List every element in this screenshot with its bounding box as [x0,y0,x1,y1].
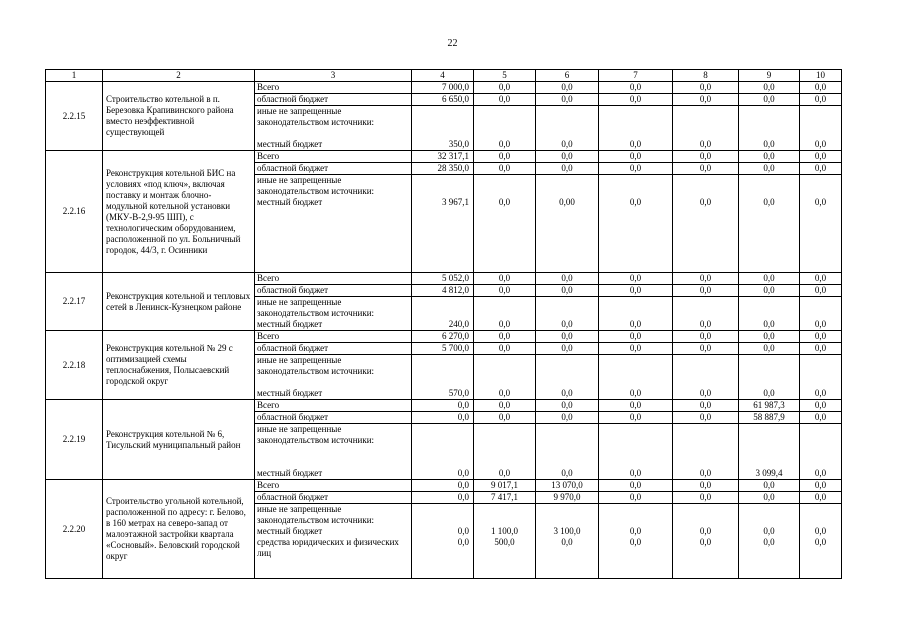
local-budget-value: 0,0 [498,388,511,398]
source-label-other-text: иные не запрещенные законодательством источники: [257,424,375,445]
local-budget-value: 0,0 [457,468,469,478]
source-label-total: Всего [255,400,412,412]
value-cell [474,424,536,480]
value-cell [800,106,842,151]
value-cell [800,504,842,579]
source-label-regional: областной бюджет [255,492,412,504]
local-budget-value: 0,0 [814,468,827,478]
legal-entities-value: 0,0 [763,537,775,547]
local-budget-value: 0,00 [559,197,575,207]
value-cell: 0,0 [599,412,673,424]
value-cell [474,106,536,151]
value-cell: 0,0 [739,151,800,163]
source-label-other [255,106,412,151]
value-cell: 0,0 [599,331,673,343]
header-cell: 9 [739,70,800,82]
local-budget-value: 0,0 [561,319,573,329]
value-cell [536,504,599,579]
value-cell: 0,0 [673,163,739,175]
value-cell: 58 887,9 [739,412,800,424]
value-cell: 0,0 [474,331,536,343]
source-label-other-text: иные не запрещенные законодательством источники: [257,297,375,318]
value-cell: 0,0 [800,163,842,175]
value-cell [412,504,474,579]
value-cell: 0,0 [474,412,536,424]
value-cell: 0,0 [599,94,673,106]
value-cell [599,297,673,331]
value-cell [599,424,673,480]
value-cell: 4 812,0 [412,285,474,297]
value-cell: 0,0 [474,343,536,355]
value-cell: 0,0 [673,273,739,285]
header-cell: 7 [599,70,673,82]
local-budget-value: 0,0 [699,468,712,478]
value-cell: 0,0 [739,163,800,175]
table-row [46,480,842,492]
value-cell: 0,0 [673,492,739,504]
value-cell: 0,0 [599,273,673,285]
value-cell [739,106,800,151]
value-cell: 5 700,0 [412,343,474,355]
legal-entities-value: 0,0 [457,537,469,547]
value-cell: 0,0 [739,94,800,106]
local-budget-value: 0,0 [763,388,775,398]
value-cell: 9 017,1 [474,480,536,492]
value-cell [599,504,673,579]
value-cell: 0,0 [800,480,842,492]
source-label-regional: областной бюджет [255,94,412,106]
value-cell [739,297,800,331]
source-label-total: Всего [255,331,412,343]
source-label-total: Всего [255,82,412,94]
value-cell: 0,0 [474,163,536,175]
source-label-regional: областной бюджет [255,163,412,175]
source-label-local: местный бюджет [257,468,323,478]
legal-entities-value: 0,0 [561,537,573,547]
item-number: 2.2.18 [46,331,103,400]
source-label-other-text: иные не запрещенные законодательством источники: [257,175,375,196]
local-budget-value: 0,0 [629,468,642,478]
value-cell: 0,0 [412,400,474,412]
value-cell [800,175,842,273]
item-number: 2.2.20 [46,480,103,579]
source-label-regional: областной бюджет [255,412,412,424]
value-cell: 0,0 [673,151,739,163]
source-label-total: Всего [255,480,412,492]
value-cell: 0,0 [599,343,673,355]
header-cell: 10 [800,70,842,82]
source-label-other [255,297,412,331]
value-cell [800,297,842,331]
value-cell [536,355,599,400]
value-cell: 0,0 [536,151,599,163]
local-budget-value: 0,0 [561,388,573,398]
value-cell [673,504,739,579]
table-row [46,151,842,163]
value-cell: 0,0 [474,273,536,285]
local-budget-value: 0,0 [699,139,712,149]
source-label-other-text: иные не запрещенные законодательством источники: [257,355,375,376]
local-budget-value: 3 100,0 [553,526,581,536]
table-row [46,82,842,94]
value-cell: 0,0 [800,331,842,343]
value-cell: 13 070,0 [536,480,599,492]
value-cell [412,175,474,273]
source-label-other [255,355,412,400]
value-cell: 0,0 [599,82,673,94]
value-cell [673,106,739,151]
value-cell [412,424,474,480]
value-cell: 0,0 [739,492,800,504]
value-cell: 0,0 [412,492,474,504]
value-cell [599,175,673,273]
local-budget-value: 0,0 [763,319,775,329]
local-budget-value: 0,0 [814,197,827,207]
local-budget-value: 0,0 [629,139,642,149]
local-budget-value: 1 100,0 [491,526,518,536]
value-cell: 7 417,1 [474,492,536,504]
value-cell: 0,0 [673,285,739,297]
value-cell: 0,0 [536,343,599,355]
local-budget-value: 0,0 [814,388,827,398]
source-label-local: местный бюджет [257,526,323,536]
value-cell: 0,0 [739,480,800,492]
value-cell [800,355,842,400]
local-budget-value: 0,0 [629,319,642,329]
source-label-total: Всего [255,151,412,163]
value-cell [739,175,800,273]
item-number: 2.2.15 [46,82,103,151]
value-cell: 0,0 [474,400,536,412]
legal-entities-value: 500,0 [494,537,515,547]
value-cell: 0,0 [739,273,800,285]
value-cell: 61 987,3 [739,400,800,412]
value-cell: 6 650,0 [412,94,474,106]
item-number: 2.2.19 [46,400,103,480]
value-cell: 0,0 [536,285,599,297]
value-cell: 0,0 [800,285,842,297]
value-cell [673,297,739,331]
value-cell [412,355,474,400]
value-cell: 0,0 [599,151,673,163]
local-budget-value: 0,0 [699,388,712,398]
value-cell [412,297,474,331]
value-cell: 0,0 [536,82,599,94]
source-label-other [255,424,412,480]
local-budget-value: 570,0 [448,388,469,398]
page-number: 22 [447,38,458,49]
value-cell [412,106,474,151]
local-budget-value: 0,0 [699,197,712,207]
table-header-row [46,70,842,82]
header-cell: 5 [474,70,536,82]
value-cell [739,355,800,400]
table-row [46,331,842,343]
item-number: 2.2.16 [46,151,103,273]
local-budget-value: 0,0 [498,319,511,329]
local-budget-value: 0,0 [457,526,469,536]
source-label-other [255,175,412,273]
value-cell [536,175,599,273]
value-cell [474,175,536,273]
header-cell: 2 [103,70,255,82]
value-cell: 0,0 [536,331,599,343]
value-cell: 0,0 [800,492,842,504]
local-budget-value: 0,0 [814,319,827,329]
source-label-local: местный бюджет [257,139,323,149]
local-budget-value: 0,0 [763,139,775,149]
source-label-legal-entities: средства юридических и физических лиц [257,537,399,558]
value-cell [599,106,673,151]
value-cell: 0,0 [673,343,739,355]
value-cell: 0,0 [673,331,739,343]
value-cell: 0,0 [412,412,474,424]
value-cell: 0,0 [599,400,673,412]
source-label-local: местный бюджет [257,197,323,207]
value-cell [536,297,599,331]
value-cell: 32 317,1 [412,151,474,163]
value-cell: 7 000,0 [412,82,474,94]
item-description: Реконструкция котельной № 6, Тисульский муниципальный район [103,400,255,480]
source-label-other-text: иные не запрещенные законодательством источники: [257,106,375,127]
value-cell [739,424,800,480]
value-cell: 0,0 [800,94,842,106]
source-label-regional: областной бюджет [255,285,412,297]
value-cell [536,424,599,480]
local-budget-value: 0,0 [498,197,511,207]
local-budget-value: 0,0 [498,139,511,149]
value-cell: 0,0 [474,94,536,106]
value-cell: 0,0 [800,412,842,424]
header-cell: 8 [673,70,739,82]
value-cell: 0,0 [739,331,800,343]
value-cell: 0,0 [599,285,673,297]
value-cell [599,355,673,400]
table-row [46,400,842,412]
value-cell: 0,0 [412,480,474,492]
value-cell: 0,0 [673,400,739,412]
value-cell: 0,0 [800,400,842,412]
value-cell: 0,0 [739,285,800,297]
value-cell: 0,0 [474,285,536,297]
value-cell: 0,0 [673,82,739,94]
value-cell: 0,0 [474,82,536,94]
value-cell: 0,0 [800,343,842,355]
local-budget-value: 350,0 [448,139,469,149]
value-cell: 5 052,0 [412,273,474,285]
budget-table [45,69,842,579]
header-cell: 6 [536,70,599,82]
local-budget-value: 0,0 [561,468,573,478]
local-budget-value: 240,0 [448,319,469,329]
source-label-total: Всего [255,273,412,285]
value-cell: 0,0 [599,480,673,492]
legal-entities-value: 0,0 [629,537,642,547]
value-cell: 28 350,0 [412,163,474,175]
value-cell [474,504,536,579]
value-cell: 0,0 [800,151,842,163]
legal-entities-value: 0,0 [814,537,827,547]
source-label-regional: областной бюджет [255,343,412,355]
value-cell: 0,0 [800,273,842,285]
local-budget-value: 0,0 [699,526,712,536]
header-cell: 4 [412,70,474,82]
source-label-local: местный бюджет [257,388,323,398]
local-budget-value: 0,0 [629,526,642,536]
local-budget-value: 0,0 [814,139,827,149]
value-cell [474,297,536,331]
local-budget-value: 3 967,1 [442,197,469,207]
value-cell: 0,0 [599,492,673,504]
item-description: Строительство котельной в п. Березовка Крапивинского района вместо неэффективной существующей [103,82,255,151]
item-description: Реконструкция котельной БИС на условиях «под ключ», включая поставку и монтаж блочно-модульной котельной установки (МКУ-В-2,9-95 ШП), с технологическим оборудованием, расположенной по ул. Больничный городок, 44/3, г. Осинники [103,151,255,273]
local-budget-value: 3 099,4 [755,468,783,478]
local-budget-value: 0,0 [763,526,775,536]
value-cell: 9 970,0 [536,492,599,504]
value-cell: 0,0 [536,273,599,285]
local-budget-value: 0,0 [699,319,712,329]
source-label-other [255,504,412,579]
local-budget-value: 0,0 [498,468,511,478]
local-budget-value: 0,0 [561,139,573,149]
value-cell: 0,0 [474,151,536,163]
local-budget-value: 0,0 [629,197,642,207]
item-number: 2.2.17 [46,273,103,331]
legal-entities-value: 0,0 [699,537,712,547]
item-description: Строительство угольной котельной, расположенной по адресу: г. Белово, в 160 метрах на северо-запад от малоэтажной застройки квартала «Сосновый». Беловский городской округ [103,480,255,579]
value-cell [673,355,739,400]
source-label-other-text: иные не запрещенные законодательством источники: [257,504,375,525]
local-budget-value: 0,0 [763,197,775,207]
item-description: Реконструкция котельной № 29 с оптимизацией схемы теплоснабжения, Полысаевский городской округ [103,331,255,400]
value-cell [673,424,739,480]
local-budget-value: 0,0 [814,526,827,536]
value-cell: 0,0 [536,163,599,175]
value-cell: 0,0 [739,343,800,355]
header-cell: 1 [46,70,103,82]
value-cell: 0,0 [800,82,842,94]
value-cell: 0,0 [599,163,673,175]
local-budget-value: 0,0 [629,388,642,398]
value-cell [800,424,842,480]
source-label-local: местный бюджет [257,319,323,329]
value-cell [536,106,599,151]
value-cell: 0,0 [673,94,739,106]
value-cell [673,175,739,273]
value-cell: 0,0 [739,82,800,94]
value-cell [474,355,536,400]
value-cell: 6 270,0 [412,331,474,343]
value-cell [739,504,800,579]
value-cell: 0,0 [673,412,739,424]
value-cell: 0,0 [536,94,599,106]
value-cell: 0,0 [673,480,739,492]
item-description: Реконструкция котельной и тепловых сетей в Ленинск-Кузнецком районе [103,273,255,331]
value-cell: 0,0 [536,412,599,424]
value-cell: 0,0 [536,400,599,412]
table-row [46,273,842,285]
header-cell: 3 [255,70,412,82]
